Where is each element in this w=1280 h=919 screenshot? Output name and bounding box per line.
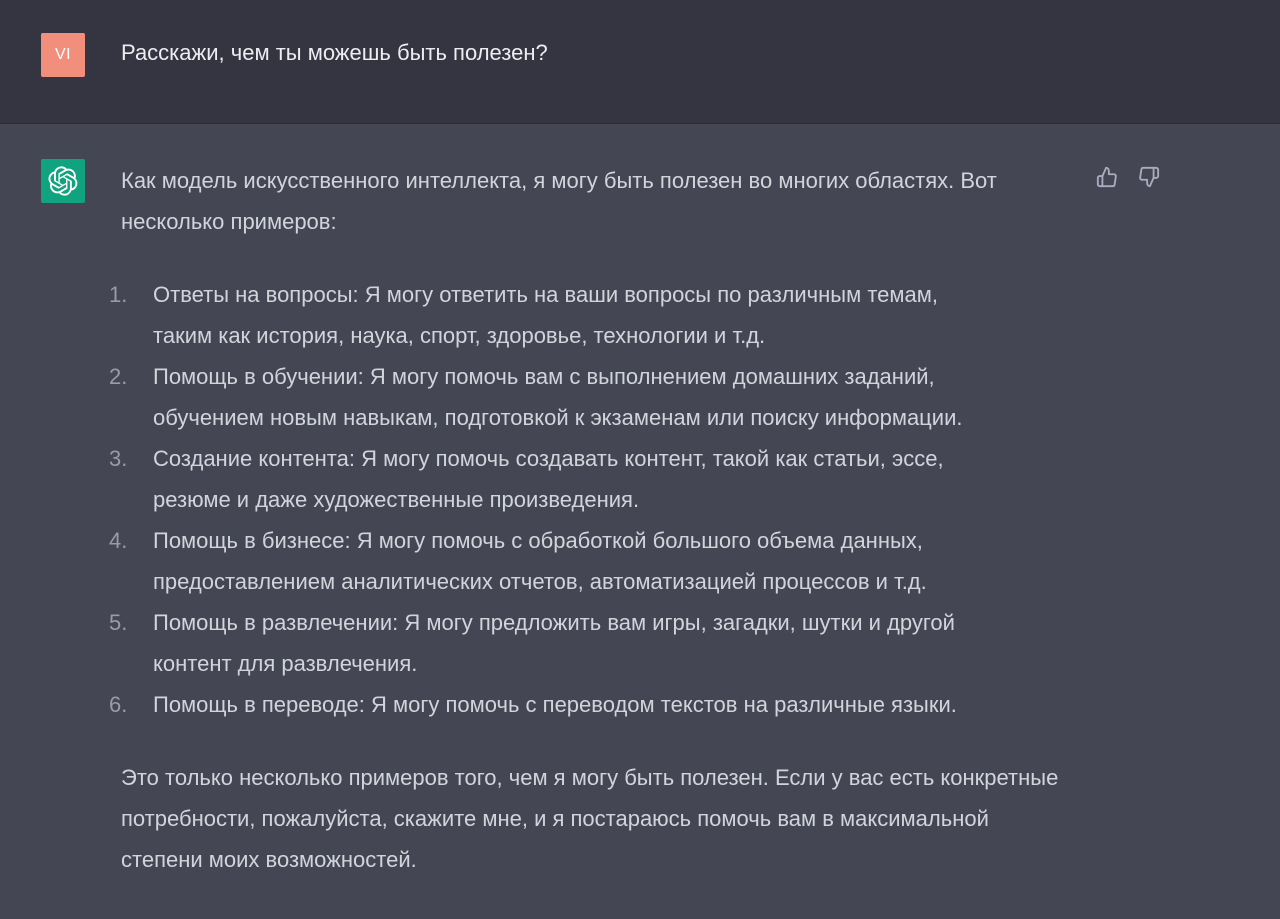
thumbs-up-icon	[1096, 166, 1118, 188]
list-item-text: Создание контента: Я могу помочь создавать контент, такой как статьи, эссе,	[153, 446, 944, 471]
list-item-text-continued: предоставлением аналитических отчетов, автоматизацией процессов и т.д.	[153, 569, 927, 594]
list-item-text: Помощь в переводе: Я могу помочь с переводом текстов на различные языки.	[153, 692, 957, 717]
list-item-number: 6.	[109, 692, 128, 717]
list-item-text: Помощь в бизнесе: Я могу помочь с обработкой большого объема данных,	[153, 528, 923, 553]
list-item-text: Помощь в развлечении: Я могу предложить вам игры, загадки, шутки и другой	[153, 610, 955, 635]
assistant-message-content	[109, 160, 1071, 880]
list-item-number: 4.	[109, 528, 128, 553]
assistant-intro-text: Как модель искусственного интеллекта, я могу быть полезен во многих областях. Вот несколько примеров:	[121, 168, 997, 234]
openai-logo-icon	[48, 166, 78, 196]
list-item	[109, 356, 1071, 438]
user-avatar-initials: VI	[54, 46, 72, 63]
user-message-row	[0, 0, 1280, 124]
assistant-outro-text: Это только несколько примеров того, чем я могу быть полезен. Если у вас есть конкретные потребности, пожалуйста, скажите мне, и я постараюсь помочь вам в максимальной степени моих возможностей.	[121, 765, 1059, 872]
assistant-message-row	[0, 124, 1280, 919]
list-item-number: 3.	[109, 446, 128, 471]
thumbs-up-button[interactable]	[1094, 164, 1120, 190]
list-item-text: Ответы на вопросы: Я могу ответить на ваши вопросы по различным темам,	[153, 282, 938, 307]
list-item-number: 1.	[109, 282, 128, 307]
thumbs-down-icon	[1138, 166, 1160, 188]
list-item-number: 2.	[109, 364, 128, 389]
list-item	[109, 684, 1071, 725]
user-message-text: Расскажи, чем ты можешь быть полезен?	[121, 40, 548, 65]
examples-list	[109, 274, 1071, 725]
assistant-avatar	[41, 159, 85, 203]
list-item-text: Помощь в обучении: Я могу помочь вам с выполнением домашних заданий,	[153, 364, 935, 389]
list-item-text-continued: таким как история, наука, спорт, здоровье, технологии и т.д.	[153, 323, 766, 348]
list-item-text-continued: резюме и даже художественные произведения.	[153, 487, 640, 512]
thumbs-down-button[interactable]	[1136, 164, 1162, 190]
list-item	[109, 602, 1071, 684]
user-avatar	[41, 33, 85, 77]
list-item	[109, 520, 1071, 602]
list-item-text-continued: обучением новым навыкам, подготовкой к экзаменам или поиску информации.	[153, 405, 963, 430]
list-item-number: 5.	[109, 610, 128, 635]
list-item-text-continued: контент для развлечения.	[153, 651, 418, 676]
list-item	[109, 438, 1071, 520]
list-item	[109, 274, 1071, 356]
